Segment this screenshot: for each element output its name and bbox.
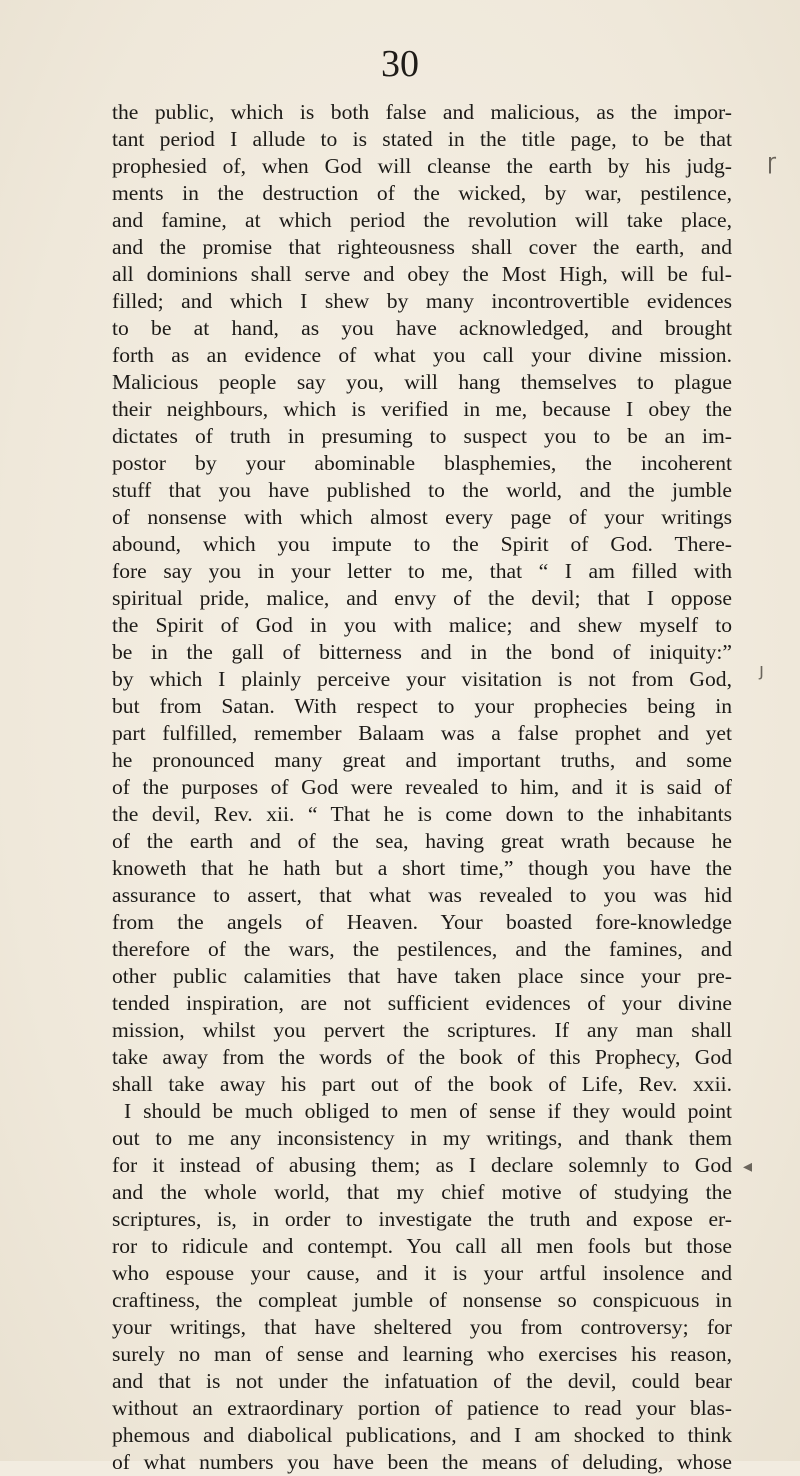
text-line: shall take away his part out of the book of Life, Rev. xxii. (112, 1072, 732, 1096)
text-line: stuff that you have published to the world, and the jumble (112, 478, 732, 502)
text-line: out to me any inconsistency in my writings, and thank them (112, 1126, 732, 1150)
text-line: scriptures, is, in order to investigate the truth and expose er- (112, 1207, 732, 1231)
text-line: forth as an evidence of what you call your divine mission. (112, 343, 732, 367)
text-line: abound, which you impute to the Spirit of God. There- (112, 532, 732, 556)
text-line: from the angels of Heaven. Your boasted fore-knowledge (112, 910, 732, 934)
text-line: mission, whilst you pervert the scriptures. If any man shall (112, 1018, 732, 1042)
text-line: of the purposes of God were revealed to him, and it is said of (112, 775, 732, 799)
text-line: who espouse your cause, and it is your artful insolence and (112, 1261, 732, 1285)
text-line: ror to ridicule and contempt. You call all men fools but those (112, 1234, 732, 1258)
text-line: knoweth that he hath but a short time,” though you have the (112, 856, 732, 880)
text-line: the Spirit of God in you with malice; and shew myself to (112, 613, 732, 637)
text-line: without an extraordinary portion of patience to read your blas- (112, 1396, 732, 1420)
text-line: and famine, at which period the revolution will take place, (112, 208, 732, 232)
text-line: of the earth and of the sea, having great wrath because he (112, 829, 732, 853)
text-line: Malicious people say you, will hang themselves to plague (112, 370, 732, 394)
text-line: by which I plainly perceive your visitation is not from God, (112, 667, 732, 691)
text-line: other public calamities that have taken place since your pre- (112, 964, 732, 988)
text-line: postor by your abominable blasphemies, the incoherent (112, 451, 732, 475)
text-line: the public, which is both false and malicious, as the impor- (112, 100, 732, 124)
margin-mark: ◂ (742, 1156, 752, 1177)
text-line: and the promise that righteousness shall cover the earth, and (112, 235, 732, 259)
text-line: ments in the destruction of the wicked, by war, pestilence, (112, 181, 732, 205)
text-line: tended inspiration, are not sufficient evidences of your divine (112, 991, 732, 1015)
text-line: phemous and diabolical publications, and I am shocked to think (112, 1423, 732, 1447)
text-line: fore say you in your letter to me, that “ I am filled with (112, 559, 732, 583)
text-line: of what numbers you have been the means of deluding, whose (112, 1450, 732, 1474)
text-line: therefore of the wars, the pestilences, and the famines, and (112, 937, 732, 961)
text-line: the devil, Rev. xii. “ That he is come down to the inhabitants (112, 802, 732, 826)
text-line: but from Satan. With respect to your prophecies being in (112, 694, 732, 718)
text-line: and the whole world, that my chief motive of studying the (112, 1180, 732, 1204)
text-line: part fulfilled, remember Balaam was a false prophet and yet (112, 721, 732, 745)
page-number: 30 (381, 43, 419, 85)
text-line: of nonsense with which almost every page of your writings (112, 505, 732, 529)
text-line: and that is not under the infatuation of the devil, could bear (112, 1369, 732, 1393)
text-line: craftiness, the compleat jumble of nonsense so conspicuous in (112, 1288, 732, 1312)
text-line: dictates of truth in presuming to suspect you to be an im- (112, 424, 732, 448)
text-line: I should be much obliged to men of sense if they would point (124, 1099, 732, 1123)
text-line: assurance to assert, that what was revealed to you was hid (112, 883, 732, 907)
text-line: your writings, that have sheltered you from controversy; for (112, 1315, 732, 1339)
text-line: take away from the words of the book of this Prophecy, God (112, 1045, 732, 1069)
text-line: to be at hand, as you have acknowledged, and brought (112, 316, 732, 340)
margin-mark: ɼ (766, 150, 776, 175)
body-text (112, 99, 732, 1476)
text-line: he pronounced many great and important truths, and some (112, 748, 732, 772)
text-line: for it instead of abusing them; as I declare solemnly to God (112, 1153, 732, 1177)
text-line: tant period I allude to is stated in the title page, to be that (112, 127, 732, 151)
text-line: their neighbours, which is verified in me, because I obey the (112, 397, 732, 421)
margin-mark: ȷ (758, 660, 764, 681)
text-line: prophesied of, when God will cleanse the earth by his judg- (112, 154, 732, 178)
text-line: spiritual pride, malice, and envy of the devil; that I oppose (112, 586, 732, 610)
text-line: surely no man of sense and learning who exercises his reason, (112, 1342, 732, 1366)
text-line: be in the gall of bitterness and in the bond of iniquity:” (112, 640, 732, 664)
text-line: filled; and which I shew by many incontrovertible evidences (112, 289, 732, 313)
text-line: all dominions shall serve and obey the Most High, will be ful- (112, 262, 732, 286)
